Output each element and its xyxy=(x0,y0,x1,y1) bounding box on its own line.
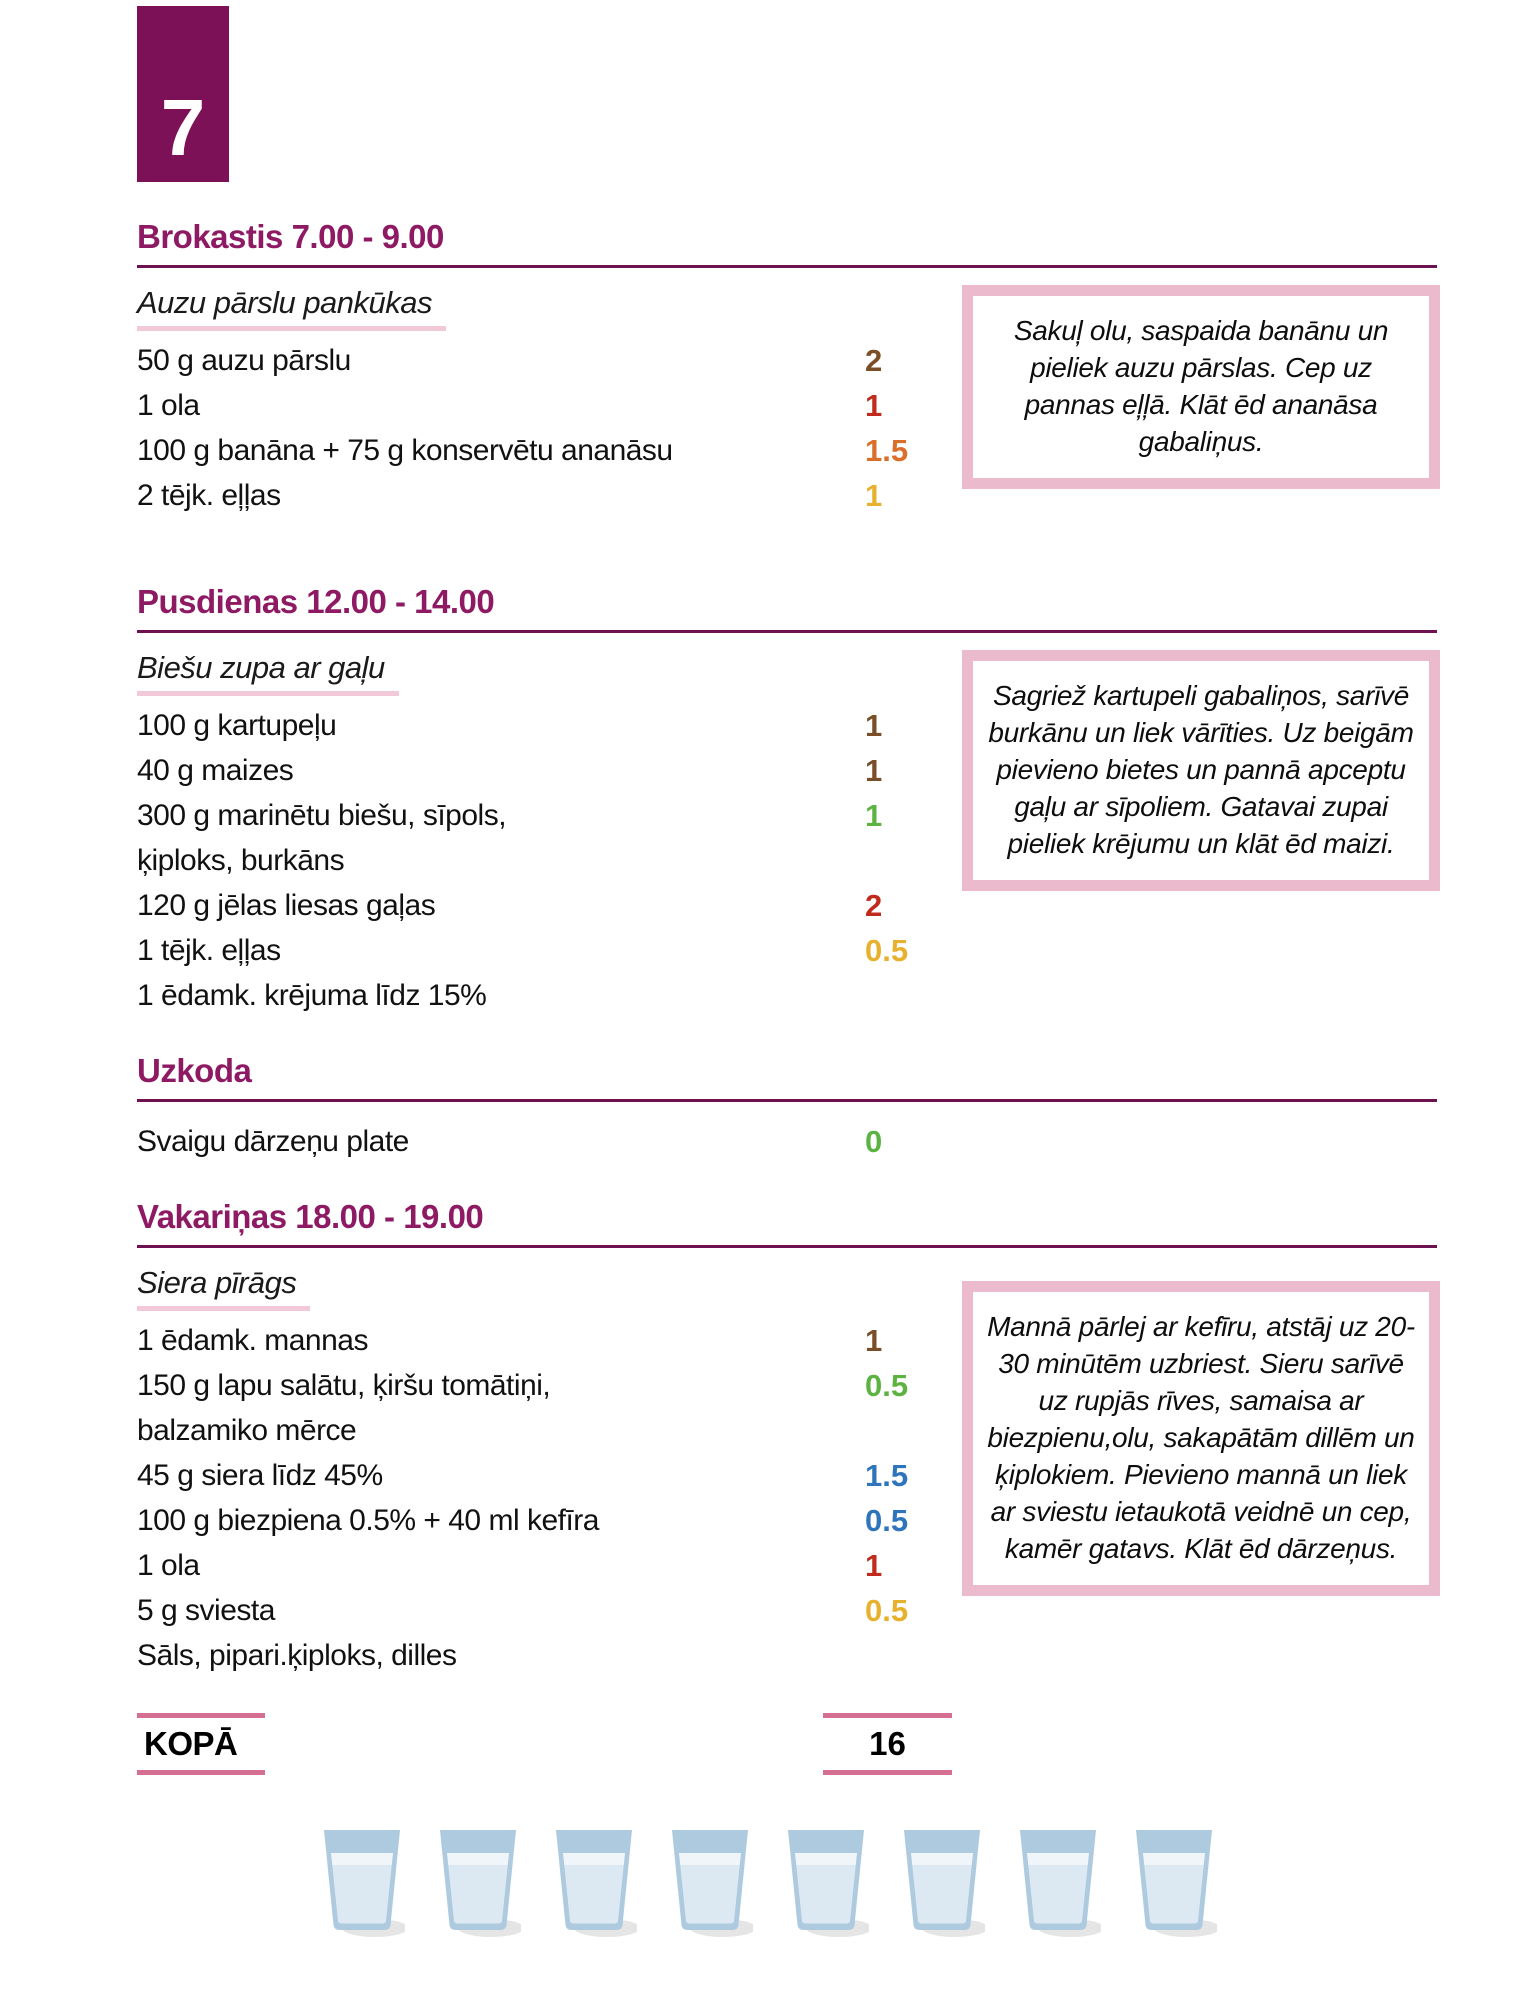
total-row xyxy=(137,1713,1437,1775)
ingredient-text: 150 g lapu salātu, ķiršu tomātiņi, xyxy=(137,1368,551,1402)
ingredient-text: Svaigu dārzeņu plate xyxy=(137,1124,409,1158)
breakfast-body xyxy=(137,285,1437,527)
water-glass-icon xyxy=(667,1827,753,1939)
points-value: 1 xyxy=(865,387,883,423)
breakfast-heading: Brokastis 7.00 - 9.00 xyxy=(137,218,1437,268)
day-number: 7 xyxy=(160,83,206,172)
ingredient-text: ķiploks, burkāns xyxy=(137,843,345,877)
ingredient-text: 5 g sviesta xyxy=(137,1593,275,1627)
points-value: 1 xyxy=(865,797,883,833)
water-glass-icon xyxy=(783,1827,869,1939)
ingredient-text: 2 tējk. eļļas xyxy=(137,478,281,512)
points-value: 2 xyxy=(865,342,883,378)
lunch-note-box: Sagriež kartupeli gabaliņos, sarīvē burkānu un liek vārīties. Uz beigām pievieno bietes un pannā apceptu gaļu ar sīpoliem. Gatavai zupai pieliek krējumu un klāt ēd maizi. xyxy=(962,650,1440,891)
points-value: 1 xyxy=(865,1547,883,1583)
dinner-heading: Vakariņas 18.00 - 19.00 xyxy=(137,1198,1437,1248)
ingredient-row xyxy=(137,928,1437,973)
ingredient-text: 100 g banāna + 75 g konservētu ananāsu xyxy=(137,433,673,467)
ingredient-text: 50 g auzu pārslu xyxy=(137,343,351,377)
total-label: KOPĀ xyxy=(137,1713,265,1775)
points-value: 1.5 xyxy=(865,1457,909,1493)
ingredient-text: 1 ola xyxy=(137,388,200,422)
ingredient-text: 100 g kartupeļu xyxy=(137,708,337,742)
snack-heading: Uzkoda xyxy=(137,1052,1437,1102)
ingredient-text: 100 g biezpiena 0.5% + 40 ml kefīra xyxy=(137,1503,599,1537)
breakfast-note-box: Sakuļ olu, saspaida banānu un pieliek auzu pārslas. Cep uz pannas eļļā. Klāt ēd ananāsa gabaliņus. xyxy=(962,285,1440,489)
page-content xyxy=(137,6,1437,1775)
section-lunch xyxy=(137,583,1437,1022)
points-value: 2 xyxy=(865,887,883,923)
water-glass-icon xyxy=(319,1827,405,1939)
dinner-recipe-title: Siera pīrāgs xyxy=(137,1265,310,1311)
lunch-body xyxy=(137,650,1437,1022)
ingredient-text: 1 ola xyxy=(137,1548,200,1582)
ingredient-row xyxy=(137,1119,1437,1164)
points-value: 1 xyxy=(865,707,883,743)
section-breakfast xyxy=(137,218,1437,527)
water-glass-icon xyxy=(551,1827,637,1939)
water-glass-icon xyxy=(899,1827,985,1939)
ingredient-text: 120 g jēlas liesas gaļas xyxy=(137,888,436,922)
points-value: 0 xyxy=(865,1123,883,1159)
breakfast-recipe-title: Auzu pārslu pankūkas xyxy=(137,285,446,331)
section-dinner xyxy=(137,1198,1437,1685)
dinner-note-box: Mannā pārlej ar kefīru, atstāj uz 20-30 minūtēm uzbriest. Sieru sarīvē uz rupjās rīves, samaisa ar biezpienu,olu, sakapātām dillēm un ķiplokiem. Pievieno mannā un liek ar sviestu ietaukotā veidnē un cep, kamēr gatavs. Klāt ēd dārzeņus. xyxy=(962,1281,1440,1596)
points-value: 0.5 xyxy=(865,1592,909,1628)
water-glass-icon xyxy=(1015,1827,1101,1939)
ingredient-text: 45 g siera līdz 45% xyxy=(137,1458,383,1492)
ingredient-row xyxy=(137,973,1437,1018)
ingredient-row xyxy=(137,1633,1437,1678)
points-value: 1.5 xyxy=(865,432,909,468)
water-glasses-row xyxy=(0,1827,1536,1939)
lunch-recipe-title: Biešu zupa ar gaļu xyxy=(137,650,399,696)
ingredient-text: 40 g maizes xyxy=(137,753,294,787)
water-glass-icon xyxy=(1131,1827,1217,1939)
ingredient-text: 1 ēdamk. krējuma līdz 15% xyxy=(137,978,487,1012)
ingredient-text: Sāls, pipari.ķiploks, dilles xyxy=(137,1638,457,1672)
points-value: 1 xyxy=(865,1322,883,1358)
dinner-body xyxy=(137,1265,1437,1685)
points-value: 1 xyxy=(865,752,883,788)
section-snack xyxy=(137,1052,1437,1164)
ingredient-text: 1 ēdamk. mannas xyxy=(137,1323,368,1357)
snack-body xyxy=(137,1119,1437,1164)
ingredient-text: balzamiko mērce xyxy=(137,1413,357,1447)
ingredient-text: 1 tējk. eļļas xyxy=(137,933,281,967)
points-value: 0.5 xyxy=(865,1367,909,1403)
day-number-badge xyxy=(137,6,229,182)
ingredient-text: 300 g marinētu biešu, sīpols, xyxy=(137,798,507,832)
points-value: 0.5 xyxy=(865,932,909,968)
points-value: 1 xyxy=(865,477,883,513)
total-value: 16 xyxy=(823,1713,952,1775)
points-value: 0.5 xyxy=(865,1502,909,1538)
lunch-heading: Pusdienas 12.00 - 14.00 xyxy=(137,583,1437,633)
water-glass-icon xyxy=(435,1827,521,1939)
